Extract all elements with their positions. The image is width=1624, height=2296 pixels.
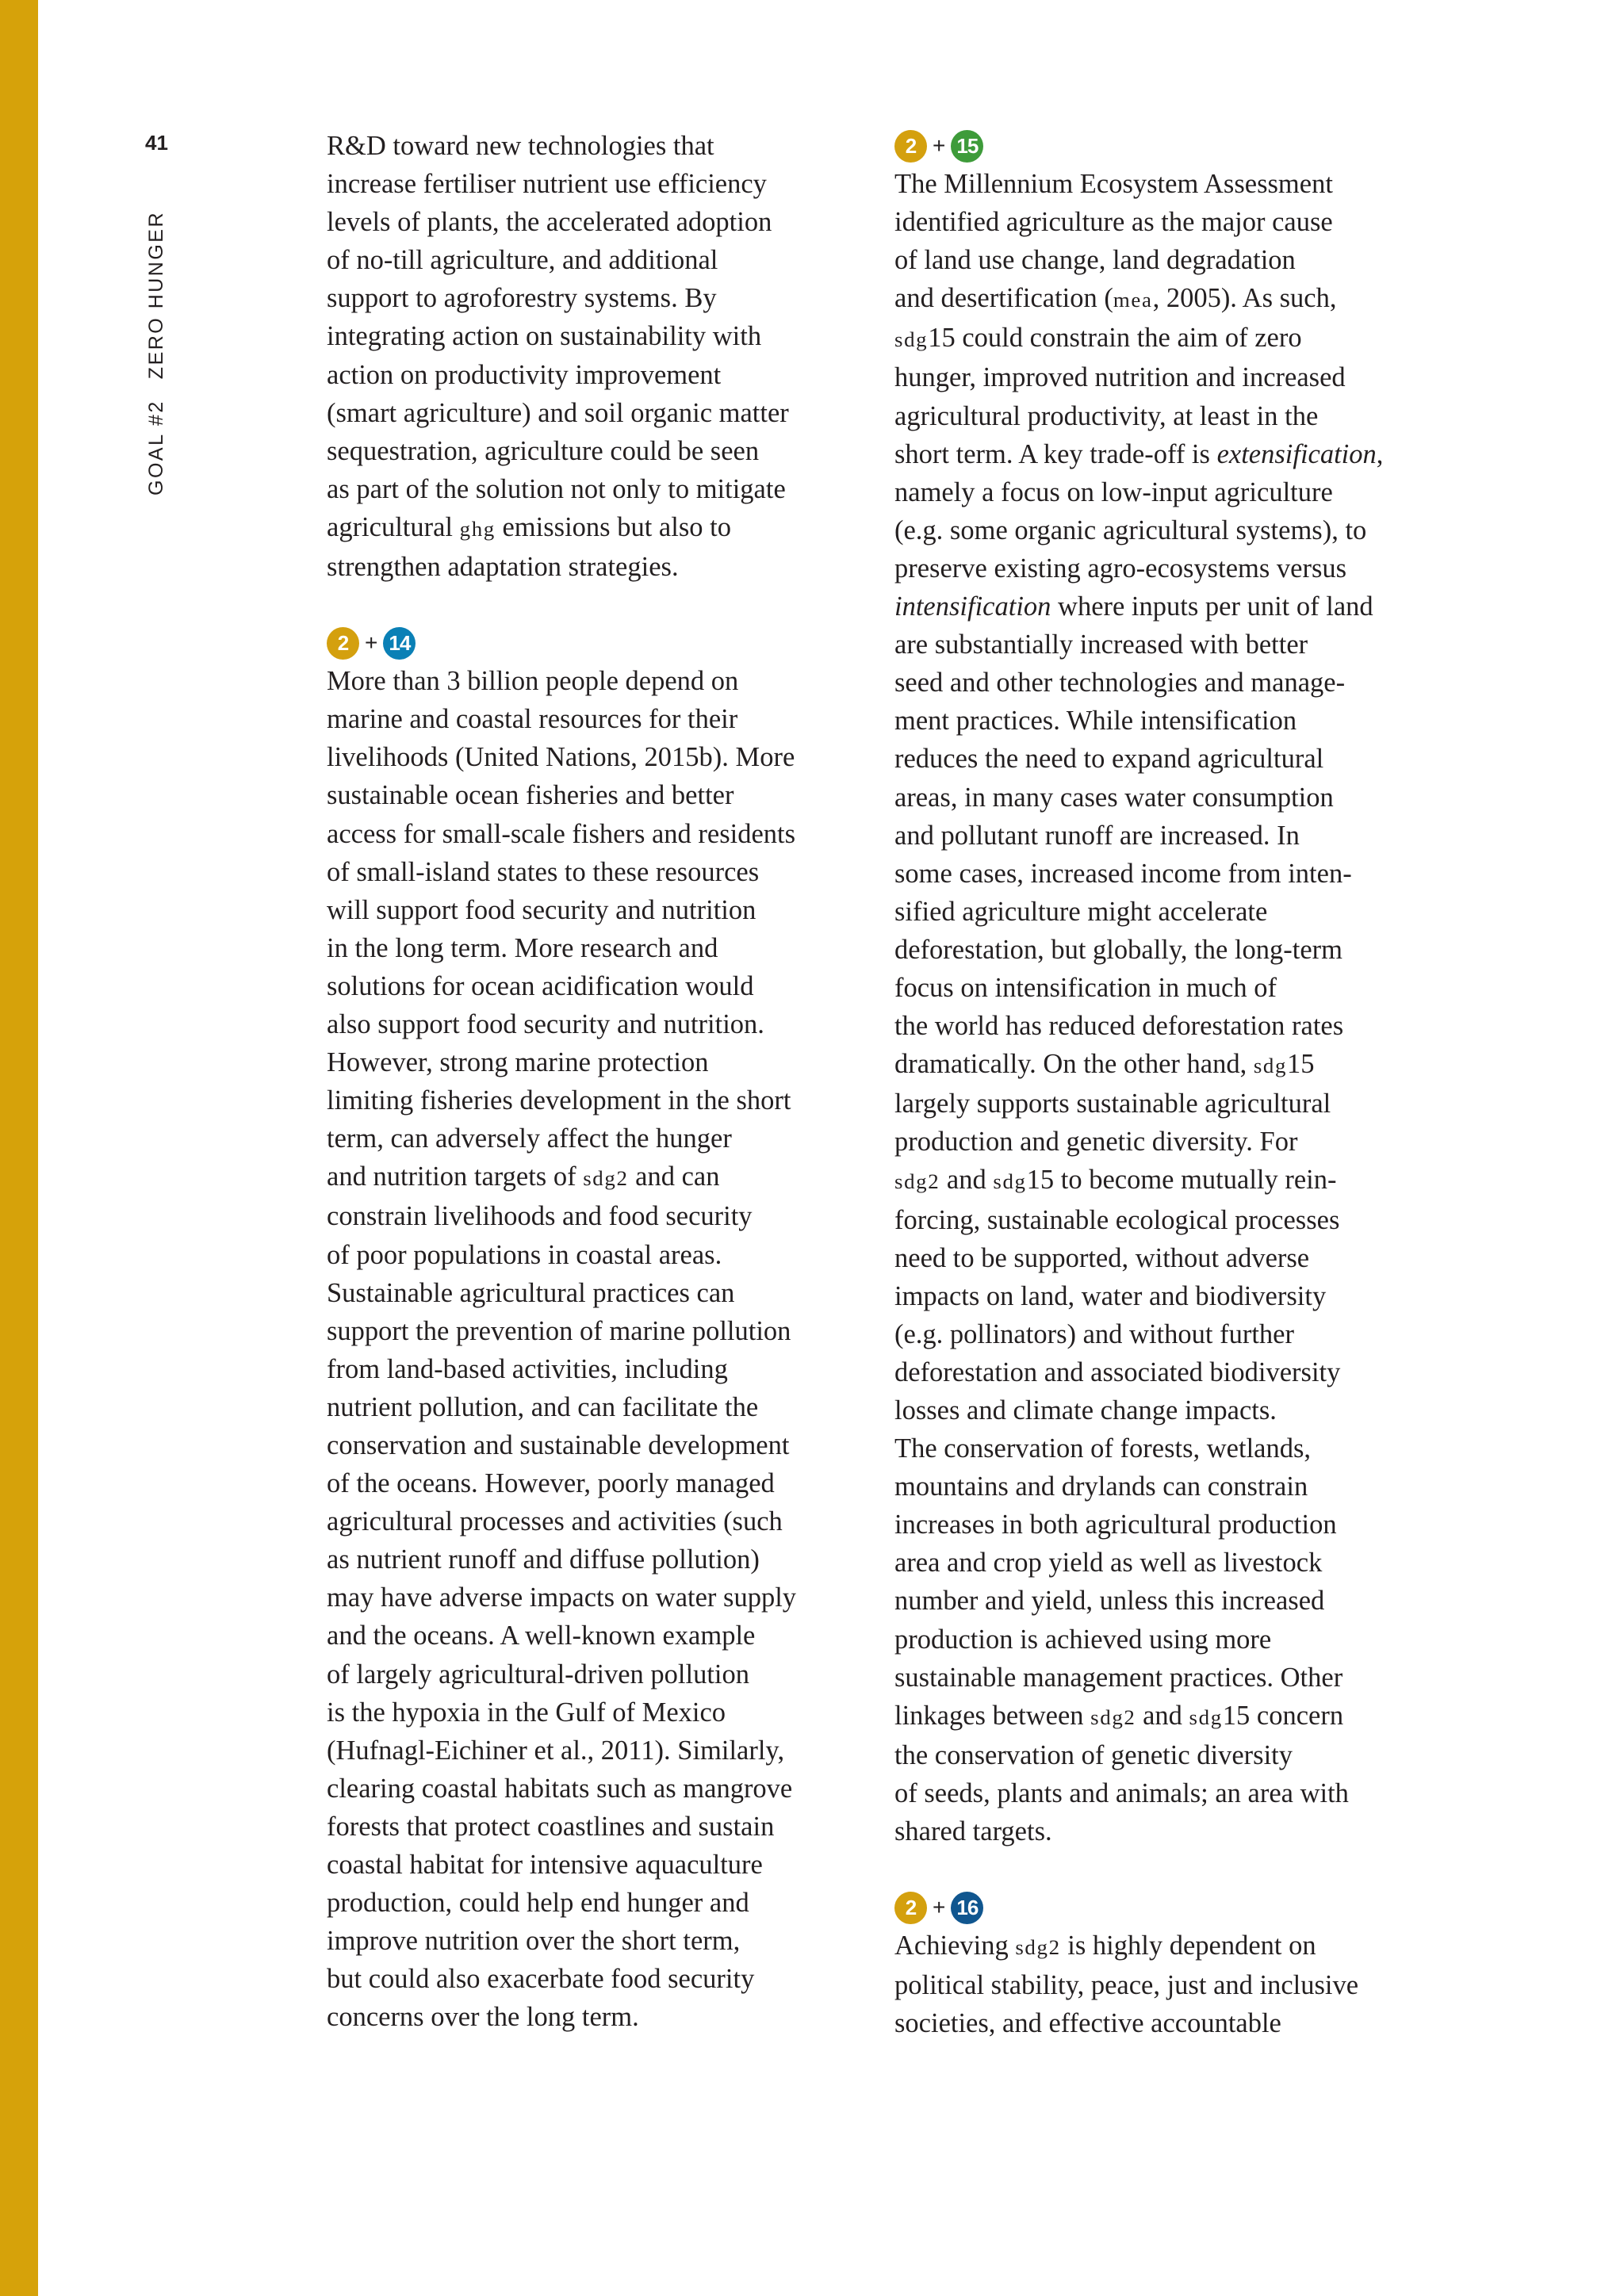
small-caps-term: mea xyxy=(1113,288,1153,312)
small-caps-term: sdg2 xyxy=(894,1169,940,1194)
small-caps-term: ghg xyxy=(459,516,496,541)
small-caps-term: sdg xyxy=(993,1169,1027,1194)
section-gap xyxy=(894,1850,1465,1888)
sdg-badge-pair xyxy=(894,127,1465,165)
goal-label: GOAL #2 xyxy=(145,400,167,496)
italic-term: intensification xyxy=(894,591,1051,622)
left-accent-stripe xyxy=(0,0,38,2296)
sdg-badge-pair xyxy=(327,624,898,662)
sdg15-badge-icon: 15 xyxy=(951,130,983,163)
section-paragraph: More than 3 billion people depend on marine and coastal resources for their livelihoods (United Nations, 2015b). More sustainable ocean fisheries and better access for small-scale fishers and residents of small-island states to these resources will support food security and nutrition in the long term. More research and solutions for ocean acidification would also support food security and nutrition. However, strong marine protection limiting fisheries development in the short term, can adversely affect the hunger and nutrition targets of sdg2 and can constrain livelihoods and food security of poor populations in coastal areas. Sustainable agricultural practices can support the prevention of marine pollution from land-based activities, including nutrient pollution, and can facilitate the conservation and sustainable development of the oceans. However, poorly managed agricultural processes and activities (such as nutrient runoff and diffuse pollution) may have adverse impacts on water supply and the oceans. A well-known example of largely agricultural-driven pollution is the hypoxia in the Gulf of Mexico (Hufnagl-Eichiner et al., 2011). Similarly, clearing coastal habitats such as mangrove forests that protect coastlines and sustain coastal habitat for intensive aquaculture production, could help end hunger and improve nutrition over the short term, but could also exacerbate food security concerns over the long term. xyxy=(327,666,797,2033)
sdg2-badge-icon: 2 xyxy=(894,1892,927,1924)
sdg16-badge-icon: 16 xyxy=(951,1892,983,1924)
right-column xyxy=(894,127,1465,2042)
section-sdg2-sdg14 xyxy=(327,624,898,2036)
section-sdg2-sdg16 xyxy=(894,1888,1465,2042)
small-caps-term: sdg xyxy=(894,327,929,352)
small-caps-term: sdg xyxy=(1253,1054,1288,1078)
running-head xyxy=(145,211,168,496)
italic-term: extensification xyxy=(1216,438,1377,469)
section-gap xyxy=(327,586,898,624)
small-caps-term: sdg2 xyxy=(583,1166,629,1191)
goal-title: ZERO HUNGER xyxy=(145,210,167,380)
sdg-badge-pair xyxy=(894,1888,1465,1927)
sdg2-badge-icon: 2 xyxy=(894,130,927,163)
section-paragraph: The Millennium Ecosystem Assessment identified agriculture as the major cause of land use change, land degradation and desertification (mea, 2005). As such, sdg15 could constrain the aim of zero hunger, improved nutrition and increased agricultural productivity, at least in the short term. A key trade-off is extensification, namely a focus on low-input agriculture (e.g. some organic agricultural systems), to preserve existing agro-ecosystems versus intensification where inputs per unit of land are substantially increased with better seed and other technologies and manage- ment practices. While intensification reduces the need to expand agricultural areas, in many cases water consumption and pollutant runoff are increased. In some cases, increased income from inten- sified agriculture might accelerate deforestation, but globally, the long-term focus on intensification in much of the world has reduced deforestation rates dramatically. On the other hand, sdg15 largely supports sustainable agricultural production and genetic diversity. For sdg2 and sdg15 to become mutually rein- forcing, sustainable ecological processes need to be supported, without adverse impacts on land, water and biodiversity (e.g. pollinators) and without further deforestation and associated biodiversity losses and climate change impacts. The conservation of forests, wetlands, mountains and drylands can constrain increases in both agricultural production area and crop yield as well as livestock number and yield, unless this increased production is achieved using more sustainable management practices. Other linkages between sdg2 and sdg15 concern the conservation of genetic diversity of seeds, plants and animals; an area with shared targets. xyxy=(894,169,1384,1847)
intro-paragraph: R&D toward new technologies that increase fertiliser nutrient use efficiency levels of plants, the accelerated adoption of no-till agriculture, and additional support to agroforestry systems. By integrating action on sustainability with action on productivity improvement (smart agriculture) and soil organic matter sequestration, agriculture could be seen as part of the solution not only to mitigate agricultural ghg emissions but also to strengthen adaptation strategies. xyxy=(327,131,789,583)
plus-icon: + xyxy=(933,132,946,158)
plus-icon: + xyxy=(933,1895,946,1920)
small-caps-term: sdg2 xyxy=(1015,1935,1061,1960)
left-column xyxy=(327,127,898,2037)
section-paragraph: Achieving sdg2 is highly dependent on political stability, peace, just and inclusive societies, and effective accountable xyxy=(894,1931,1359,2039)
plus-icon: + xyxy=(365,630,378,656)
sdg14-badge-icon: 14 xyxy=(383,627,416,660)
sdg2-badge-icon: 2 xyxy=(327,627,359,660)
page-number: 41 xyxy=(145,131,168,155)
small-caps-term: sdg2 xyxy=(1090,1705,1136,1729)
small-caps-term: sdg xyxy=(1189,1705,1223,1729)
section-sdg2-sdg15 xyxy=(894,127,1465,1850)
